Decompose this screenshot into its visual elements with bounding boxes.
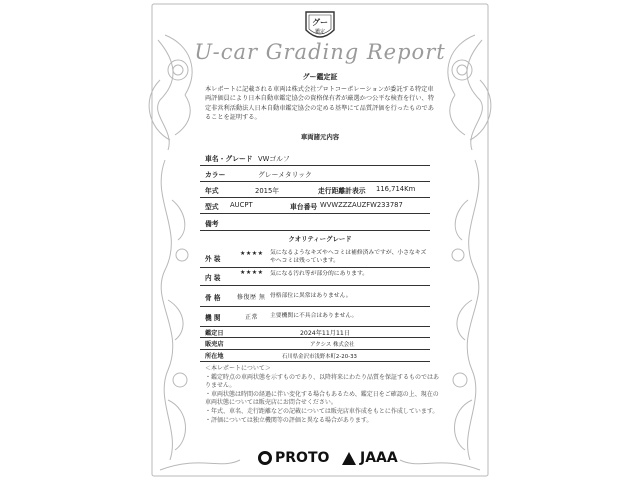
vehicle-color-label: カラー — [205, 171, 226, 179]
vehicle-color-row — [200, 165, 430, 182]
interior-description: 気になる汚れ等が部分的にあります。 — [270, 271, 369, 277]
vehicle-name-value: VWゴルフ — [258, 155, 290, 163]
dealer-value: アクシス 株式会社 — [310, 342, 355, 348]
vehicle-color-value: グレーメタリック — [258, 171, 312, 179]
engine-label: 機 関 — [205, 314, 221, 322]
engine-grade-row — [200, 306, 430, 327]
notes-heading: ＜本レポートについて＞ — [205, 365, 271, 372]
vehicle-model-value: AUCPT — [230, 201, 253, 209]
vehicle-year-value: 2015年 — [255, 187, 280, 195]
engine-description: 主要機関に不具合はありません。 — [270, 313, 358, 319]
footer-logos — [250, 448, 410, 472]
exterior-description: 気になるようなキズやヘコミは補修済みですが、小さなキズやヘコミは残っています。 — [270, 250, 427, 264]
vehicle-model-row — [200, 197, 430, 214]
goo-certification-emblem-icon — [303, 8, 337, 44]
report-notes — [205, 365, 440, 425]
mileage-label: 走行距離計表示 — [318, 187, 366, 195]
chassis-value: WVWZZZAUZFW233787 — [320, 201, 403, 209]
exterior-label: 外 装 — [205, 255, 221, 263]
mileage-value: 116,714Km — [376, 185, 416, 193]
dealer-label: 販売店 — [205, 341, 224, 348]
frame-status: 修復歴 無 — [237, 294, 266, 301]
proto-mark-icon — [258, 451, 272, 465]
note-item: ・鑑定時点の車両状態を示すものであり、以降将来にわたり品質を保証するものではありません。 — [205, 373, 440, 390]
remarks-label: 備考 — [205, 220, 219, 228]
vehicle-year-row — [200, 181, 430, 198]
note-item: ・評価については独立機関等の評価と異なる場合があります。 — [205, 416, 373, 424]
note-item: ・車両状態は時間の経過に伴い変化する場合もあるため、鑑定日をご確認の上、現在の車両状態については販売店にお問合せください。 — [205, 390, 439, 407]
interior-grade-row — [200, 267, 430, 286]
interior-label: 内 装 — [205, 274, 221, 282]
frame-grade-row — [200, 285, 430, 307]
jaaa-logo-text: JAAA — [360, 450, 398, 466]
frame-label: 骨 格 — [205, 294, 221, 302]
report-title: U-car Grading Report — [194, 40, 446, 64]
exterior-stars: ★★★★ — [240, 250, 264, 257]
vehicle-model-label: 型式 — [205, 203, 219, 211]
interior-stars: ★★★★ — [240, 269, 264, 276]
vehicle-remarks-row — [200, 213, 430, 231]
vehicle-year-label: 年式 — [205, 187, 219, 195]
frame-description: 骨格部位に異常はありません。 — [270, 293, 352, 299]
svg-text:グー: グー — [312, 18, 328, 27]
address-label: 所在地 — [205, 353, 224, 360]
chassis-label: 車台番号 — [290, 203, 318, 211]
quality-section-heading: クオリティーグレード — [288, 235, 352, 243]
exterior-grade-row — [200, 247, 430, 268]
grading-date-label: 鑑定日 — [205, 330, 224, 337]
vehicle-name-label: 車名・グレード — [205, 155, 253, 163]
grading-date-value: 2024年11月11日 — [300, 330, 351, 337]
intro-text: 本レポートに記載される車両は株式会社プロトコーポレーションが委託する特定車両評価員により日本自動車鑑定協会の資格保有者が厳選かつ公平な検査を行い、特定非営利活動法人日本自動車鑑定協会の定める基準にて品質評価を行ったものであることを証明する。 — [205, 86, 434, 121]
certificate-title: グー鑑定証 — [302, 73, 338, 81]
note-item: ・年式、車名、走行距離などの記載については販売店車作成をもとに作成しています。 — [205, 407, 439, 415]
engine-status: 正常 — [245, 314, 259, 321]
address-row — [200, 349, 430, 362]
address-value: 石川県金沢市浅野本町2-20-33 — [282, 354, 357, 360]
proto-logo-text: PROTO — [275, 450, 330, 466]
svg-text:鑑定: 鑑定 — [314, 29, 326, 35]
proto-logo — [258, 450, 329, 466]
jaaa-mark-icon — [342, 452, 356, 465]
jaaa-logo — [342, 450, 398, 466]
vehicle-section-heading: 車両諸元内容 — [300, 133, 340, 141]
vehicle-name-row — [200, 148, 430, 166]
